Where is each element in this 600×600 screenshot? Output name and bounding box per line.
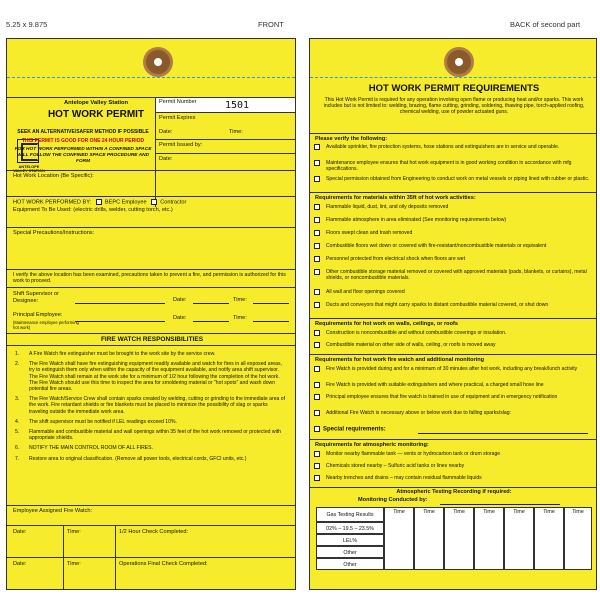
list-item: Available sprinkler, fire protection systems, hose stations and extinguishers are in service and operable.: [314, 144, 592, 150]
employee-fire-watch-label: Employee Assigned Fire Watch:: [13, 508, 93, 514]
verify-statement: I verify the above location has been examined, precautions taken to prevent a fire, and permission is authorized for this work to proceed.: [13, 272, 286, 285]
seek-alternative: SEEK AN ALTERNATIVE/SAFER METHOD IF POSSIBLE: [17, 129, 149, 135]
supervisor-date-line[interactable]: [193, 303, 229, 304]
shift-supervisor-line[interactable]: [75, 303, 165, 304]
principal-time-line[interactable]: [253, 321, 289, 322]
list-item: Flammable liquid, dust, lint, and oily deposits removed: [314, 204, 592, 210]
checkbox[interactable]: [314, 463, 320, 469]
back-label: BACK of second part: [510, 20, 581, 29]
checkbox[interactable]: [314, 342, 320, 348]
list-item: Floors swept clean and trash removed: [314, 230, 592, 236]
precautions-label: Special Precautions/Instructions:: [13, 230, 95, 236]
list-item: Flammable atmosphere in area eliminated (See monitoring requirements below): [314, 217, 592, 223]
checkbox[interactable]: [314, 160, 320, 166]
perforation-line: [310, 77, 596, 78]
issued-by-label: Permit Issued by:: [159, 142, 203, 148]
contractor-checkbox[interactable]: [151, 199, 157, 205]
permit-number: 1501: [225, 100, 250, 111]
list-item: Construction is noncombustible and without combustible coverings or insulation.: [314, 330, 592, 336]
checkbox[interactable]: [314, 144, 320, 150]
monitoring-by-line[interactable]: [440, 504, 560, 505]
time-column[interactable]: Time: [564, 507, 592, 570]
valid-period: THIS PERMIT IS GOOD FOR ONE 24 HOUR PERIOD: [21, 138, 145, 144]
checkbox[interactable]: [314, 269, 320, 275]
supervisor-date-label: Date:: [173, 297, 187, 303]
checkbox[interactable]: [314, 451, 320, 457]
principal-line[interactable]: [75, 321, 165, 322]
final-time-label: Time:: [67, 561, 81, 567]
atmospheric-testing-title: Atmospheric Testing Recording if required:: [396, 489, 512, 495]
list-item: Additional Fire Watch is necessary above or below work due to falling sparks/slag:: [314, 410, 592, 416]
supervisor-time-label: Time:: [233, 297, 247, 303]
performed-by-label: HOT WORK PERFORMED BY:: [13, 199, 92, 206]
size-label: 5.25 x 9.875: [6, 20, 48, 29]
fire-watch-heading: FIRE WATCH RESPONSIBILITIES: [100, 336, 204, 343]
list-item: 1. A Fire Watch fire extinguisher must be brought to the work site by the service crew.: [15, 351, 216, 357]
issued-date-label: Date:: [159, 156, 173, 162]
checkbox[interactable]: [314, 230, 320, 236]
checkbox[interactable]: [314, 410, 320, 416]
section-firewatch-title: Requirements for hot work fire watch and additional monitoring: [315, 357, 485, 363]
requirements-title: HOT WORK PERMIT REQUIREMENTS: [368, 83, 540, 94]
confined-space-note: FOR HOT WORK PERFORMED WITHIN A CONFINED SPACE WILL FOLLOW THE CONFINED SPACE PROCEDURE AND FORM: [14, 147, 152, 164]
list-item: 4. The shift supervisor must be notified if LEL readings exceed 10%.: [15, 418, 177, 425]
special-requirements-label: Special requirements:: [323, 426, 386, 433]
time-column[interactable]: Time: [474, 507, 504, 570]
half-hour-check-label: 1/2 Hour Check Completed:: [119, 529, 189, 535]
principal-label: Principal Employee:: [13, 312, 63, 318]
list-item: Combustible floors wet down or covered with fire-resistant/noncombustible materials or equivalent: [314, 243, 592, 249]
section-verify-title: Please verify the following:: [315, 136, 388, 142]
list-item: 6. NOTIFY THE MAIN CONTROL ROOM OF ALL FIRES.: [15, 445, 153, 452]
checkbox[interactable]: [314, 394, 320, 400]
logo-text: ANTELOPE VALLEY STATION: [13, 165, 45, 173]
equipment-label: Equipment To Be Used: (electric drills, welder, cutting torch, etc.): [13, 207, 173, 213]
expires-date-label: Date:: [159, 129, 173, 135]
gas-header: Gas Testing Results: [316, 507, 384, 522]
special-requirements-line[interactable]: [418, 433, 588, 434]
checkbox[interactable]: [314, 475, 320, 481]
back-tag: [309, 38, 597, 590]
list-item: Fire Watch is provided with suitable extinguishers and where practical, a charged small hose line: [314, 382, 592, 388]
final-date-label: Date:: [13, 561, 27, 567]
final-check-label: Operations Final Check Completed:: [119, 561, 208, 567]
gas-row-other-2: Other: [316, 558, 384, 570]
time-column[interactable]: Time: [414, 507, 444, 570]
checkbox[interactable]: [314, 204, 320, 210]
expires-time-label: Time:: [229, 129, 243, 135]
checkbox[interactable]: [314, 289, 320, 295]
bepc-checkbox[interactable]: [96, 199, 102, 205]
half-hour-date-label: Date:: [13, 529, 27, 535]
time-column[interactable]: Time: [384, 507, 414, 570]
checkbox[interactable]: [314, 176, 320, 182]
section-materials-title: Requirements for materials within 35ft of hot work activities:: [315, 195, 476, 201]
gas-row-o2: 02% – 19.5 – 23.5%: [316, 522, 384, 534]
checkbox[interactable]: [314, 243, 320, 249]
section-walls-title: Requirements for hot work on walls, ceilings, or roofs: [315, 321, 458, 327]
section-atmospheric-title: Requirements for atmospheric monitoring:: [315, 442, 429, 448]
permit-title: HOT WORK PERMIT: [47, 109, 145, 120]
list-item: Chemicals stored nearby – Sulfuric acid tanks or lines nearby: [314, 463, 592, 469]
contractor-label: Contractor: [160, 199, 187, 206]
checkbox[interactable]: [314, 302, 320, 308]
list-item: Other combustible storage material removed or covered with approved materials (pads, blankets, or curtains), metal shields, or noncombustible materials.: [314, 269, 592, 281]
list-item: Combustible material on other side of walls, ceiling, or roofs is moved away: [314, 342, 592, 348]
bepc-label: BEPC Employee: [104, 199, 147, 206]
list-item: Special permission obtained from Engineering to conduct work on metal vessels or piping lined with rubber or plastic.: [314, 176, 592, 182]
list-item: 5. Flammable and combustible material and wall openings within 35 feet of the hot work removed or protected with appropriate shields.: [15, 429, 281, 442]
front-label: FRONT: [258, 20, 284, 29]
half-hour-time-label: Time:: [67, 529, 81, 535]
principal-time-label: Time:: [233, 315, 247, 321]
list-item: Nearby trenches and drains – may contain residual flammable liquids: [314, 475, 592, 481]
supervisor-time-line[interactable]: [253, 303, 289, 304]
time-column[interactable]: Time: [534, 507, 564, 570]
station-name: Antelope Valley Station: [63, 100, 129, 106]
list-item: Monitor nearby flammable tank — vents or hydrocarbon tank or drum storage: [314, 451, 592, 457]
list-item: Ducts and conveyors that might carry sparks to distant combustible material covered, or shut down: [314, 302, 592, 308]
list-item: 2. The Fire Watch shall have fire extinguishing equipment readily available and watch for fires in all exposed areas, try to extinguish them only when within the capacity of the equipment available, and notify area shift supervisor. The Fire Watch shall remain at the work site for a minimum of 1/2 hour following the completion of the hot work. The Fire Watch should use this time to inspect the area for smoldering material or "hot spots" and wash down potential fire areas.: [15, 361, 282, 393]
checkbox[interactable]: [314, 382, 320, 388]
list-item: Maintenance employee ensures that hot work equipment is in good working condition in accordance with mfg specifications.: [314, 160, 592, 172]
perforation-line: [7, 77, 295, 78]
principal-date-label: Date:: [173, 315, 187, 321]
fire-watch-list: [15, 351, 287, 466]
grommet-hole: [143, 47, 173, 77]
permit-expires-label: Permit Expires: [159, 115, 196, 121]
front-tag: [6, 38, 296, 590]
checkbox[interactable]: [314, 366, 320, 372]
list-item: 7. Restore area to original classification. (Remove all power tools, electrical cords, GFCI units, etc.): [15, 455, 247, 462]
gas-row-other-1: Other: [316, 546, 384, 558]
shift-supervisor-label: Shift Supervisor or Designee:: [13, 291, 60, 304]
location-label: Hot Work Location (Be Specific):: [13, 173, 94, 179]
checkbox[interactable]: [314, 217, 320, 223]
checkbox[interactable]: [314, 426, 320, 432]
permit-number-label: Permit Number: [159, 99, 197, 105]
list-item: Principal employee ensures that fire watch is trained in use of equipment and in emergency notification: [314, 394, 592, 400]
principal-note: (Maintenance employee performing hot work): [13, 320, 79, 331]
time-column[interactable]: Time: [504, 507, 534, 570]
list-item: Fire Watch is provided during and for a minimum of 30 minutes after hot work, including any break/lunch activity: [314, 366, 592, 372]
principal-date-line[interactable]: [193, 321, 229, 322]
list-item: All wall and floor openings covered: [314, 289, 592, 295]
performed-by-row: [13, 199, 186, 206]
checkbox[interactable]: [314, 330, 320, 336]
monitoring-by-label: Monitoring Conducted by:: [358, 497, 428, 503]
gas-row-lel: LEL%: [316, 534, 384, 546]
special-requirements-row: [314, 426, 386, 434]
grommet-hole: [444, 47, 474, 77]
checkbox[interactable]: [314, 256, 320, 262]
requirements-intro: This Hot Work Permit is required for any operation involving open flame or producing heat and/or sparks. This work includes but is not limited to: welding, brazing, flame cutting, grinding, soldering, thawing pipe, torch-applied roofing, chemical welding, use of powder actuated guns.: [323, 97, 585, 116]
time-column[interactable]: Time: [444, 507, 474, 570]
list-item: Personnel protected from electrical shock when floors are wet: [314, 256, 592, 262]
list-item: 3. The Fire Watch/Service Crew shall contain sparks created by welding, cutting or grinding to the immediate area of the work. Fire retardant shields or fire blankets must be placed to minimize the possibility of slag or sparks traveling outside the immediate work area.: [15, 396, 286, 415]
